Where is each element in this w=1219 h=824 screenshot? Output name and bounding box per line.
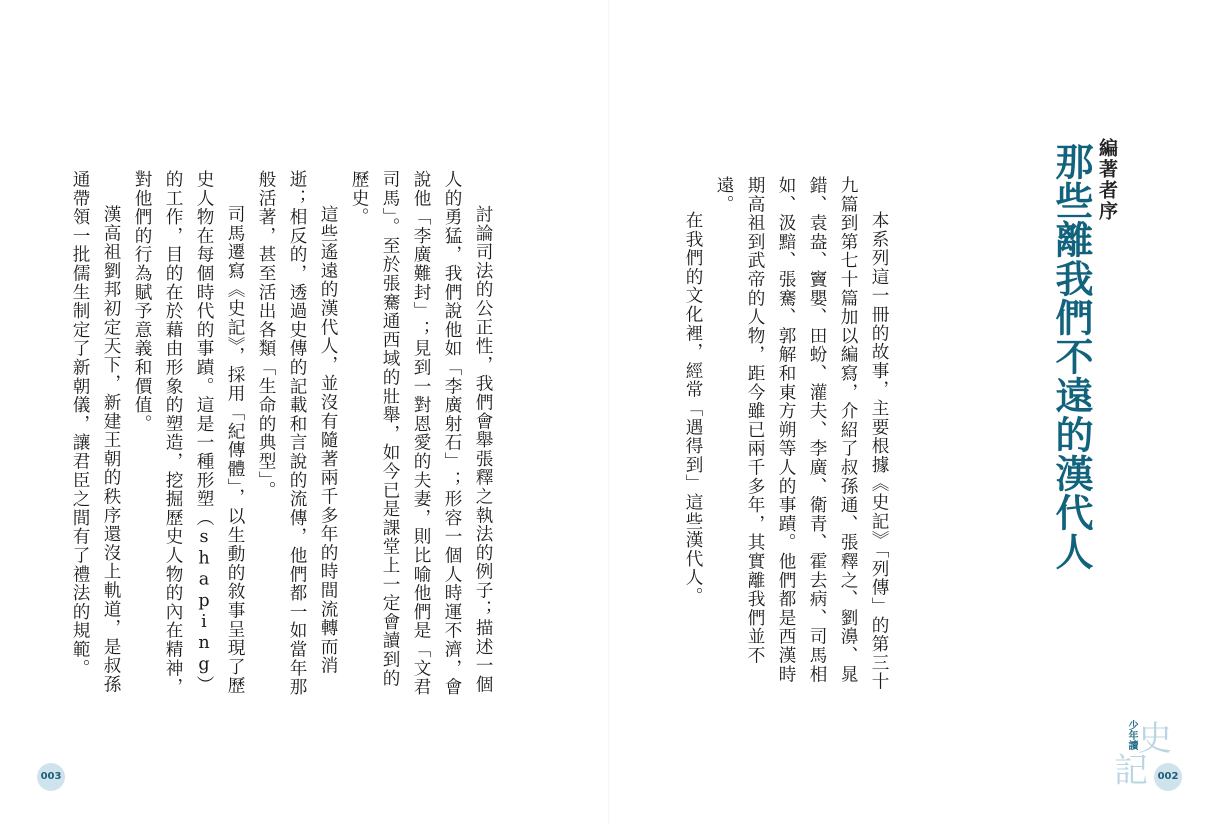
page-number: 002 [1154, 763, 1182, 791]
paragraph: 這些遙遠的漢代人，並沒有隨著兩千多年的時間流轉而消逝；相反的，透過史傳的記載和言說的流傳，他們都一如當年那般活著，甚至活出各類「生命的典型」。 [256, 170, 338, 697]
section-label: 編著者序 [1096, 138, 1118, 222]
right-page [610, 0, 1219, 824]
left-page [0, 0, 609, 824]
paragraph: 本系列這一冊的故事，主要根據《史記》「列傳」的第三十九篇到第七十篇加以編寫，介紹了叔孫通、張釋之、劉濞、晁錯、袁盎、竇嬰、田蚡、灌夫、李廣、衛青、霍去病、司馬相如、汲黯、張騫、郭解和東方朔等人的事蹟。他們都是西漢時期高祖到武帝的人物，距今雖已兩千多年，其實離我們並不遠。 [714, 176, 889, 692]
paragraph: 討論司法的公正性，我們會舉張釋之執法的例子；描述一個人的勇猛，我們說他如「李廣射石」；形容一個人時運不濟，會說他「李廣難封」；見到一對恩愛的夫妻，則比喻他們是「文君司馬」。至於張騫通西域的壯舉，如今已是課堂上一定會讀到的歷史。 [349, 170, 493, 697]
logo-char-ji: 記 [1114, 751, 1148, 791]
right-page-body [683, 176, 894, 696]
paragraph: 司馬遷寫《史記》，採用「紀傳體」，以生動的敘事呈現了歷史人物在每個時代的事蹟。這是一種形塑（shaping）的工作，目的在於藉由形象的塑造，挖掘歷史人物的內在精神，對他們的行為賦予意義和價值。 [132, 170, 245, 697]
page-title: 那些離我們不遠的漢代人 [1049, 142, 1093, 571]
left-page-body [70, 170, 498, 700]
logo-small-text: 少年讀 [1126, 720, 1137, 750]
paragraph: 在我們的文化裡，經常「遇得到」這些漢代人。 [683, 211, 703, 606]
page-number: 003 [37, 763, 65, 791]
paragraph: 漢高祖劉邦初定天下，新建王朝的秩序還沒上軌道，是叔孫通帶領一批儒生制定了新朝儀，讓君臣之間有了禮法的規範。 [70, 170, 121, 694]
logo-char-shi: 史 [1138, 719, 1172, 759]
